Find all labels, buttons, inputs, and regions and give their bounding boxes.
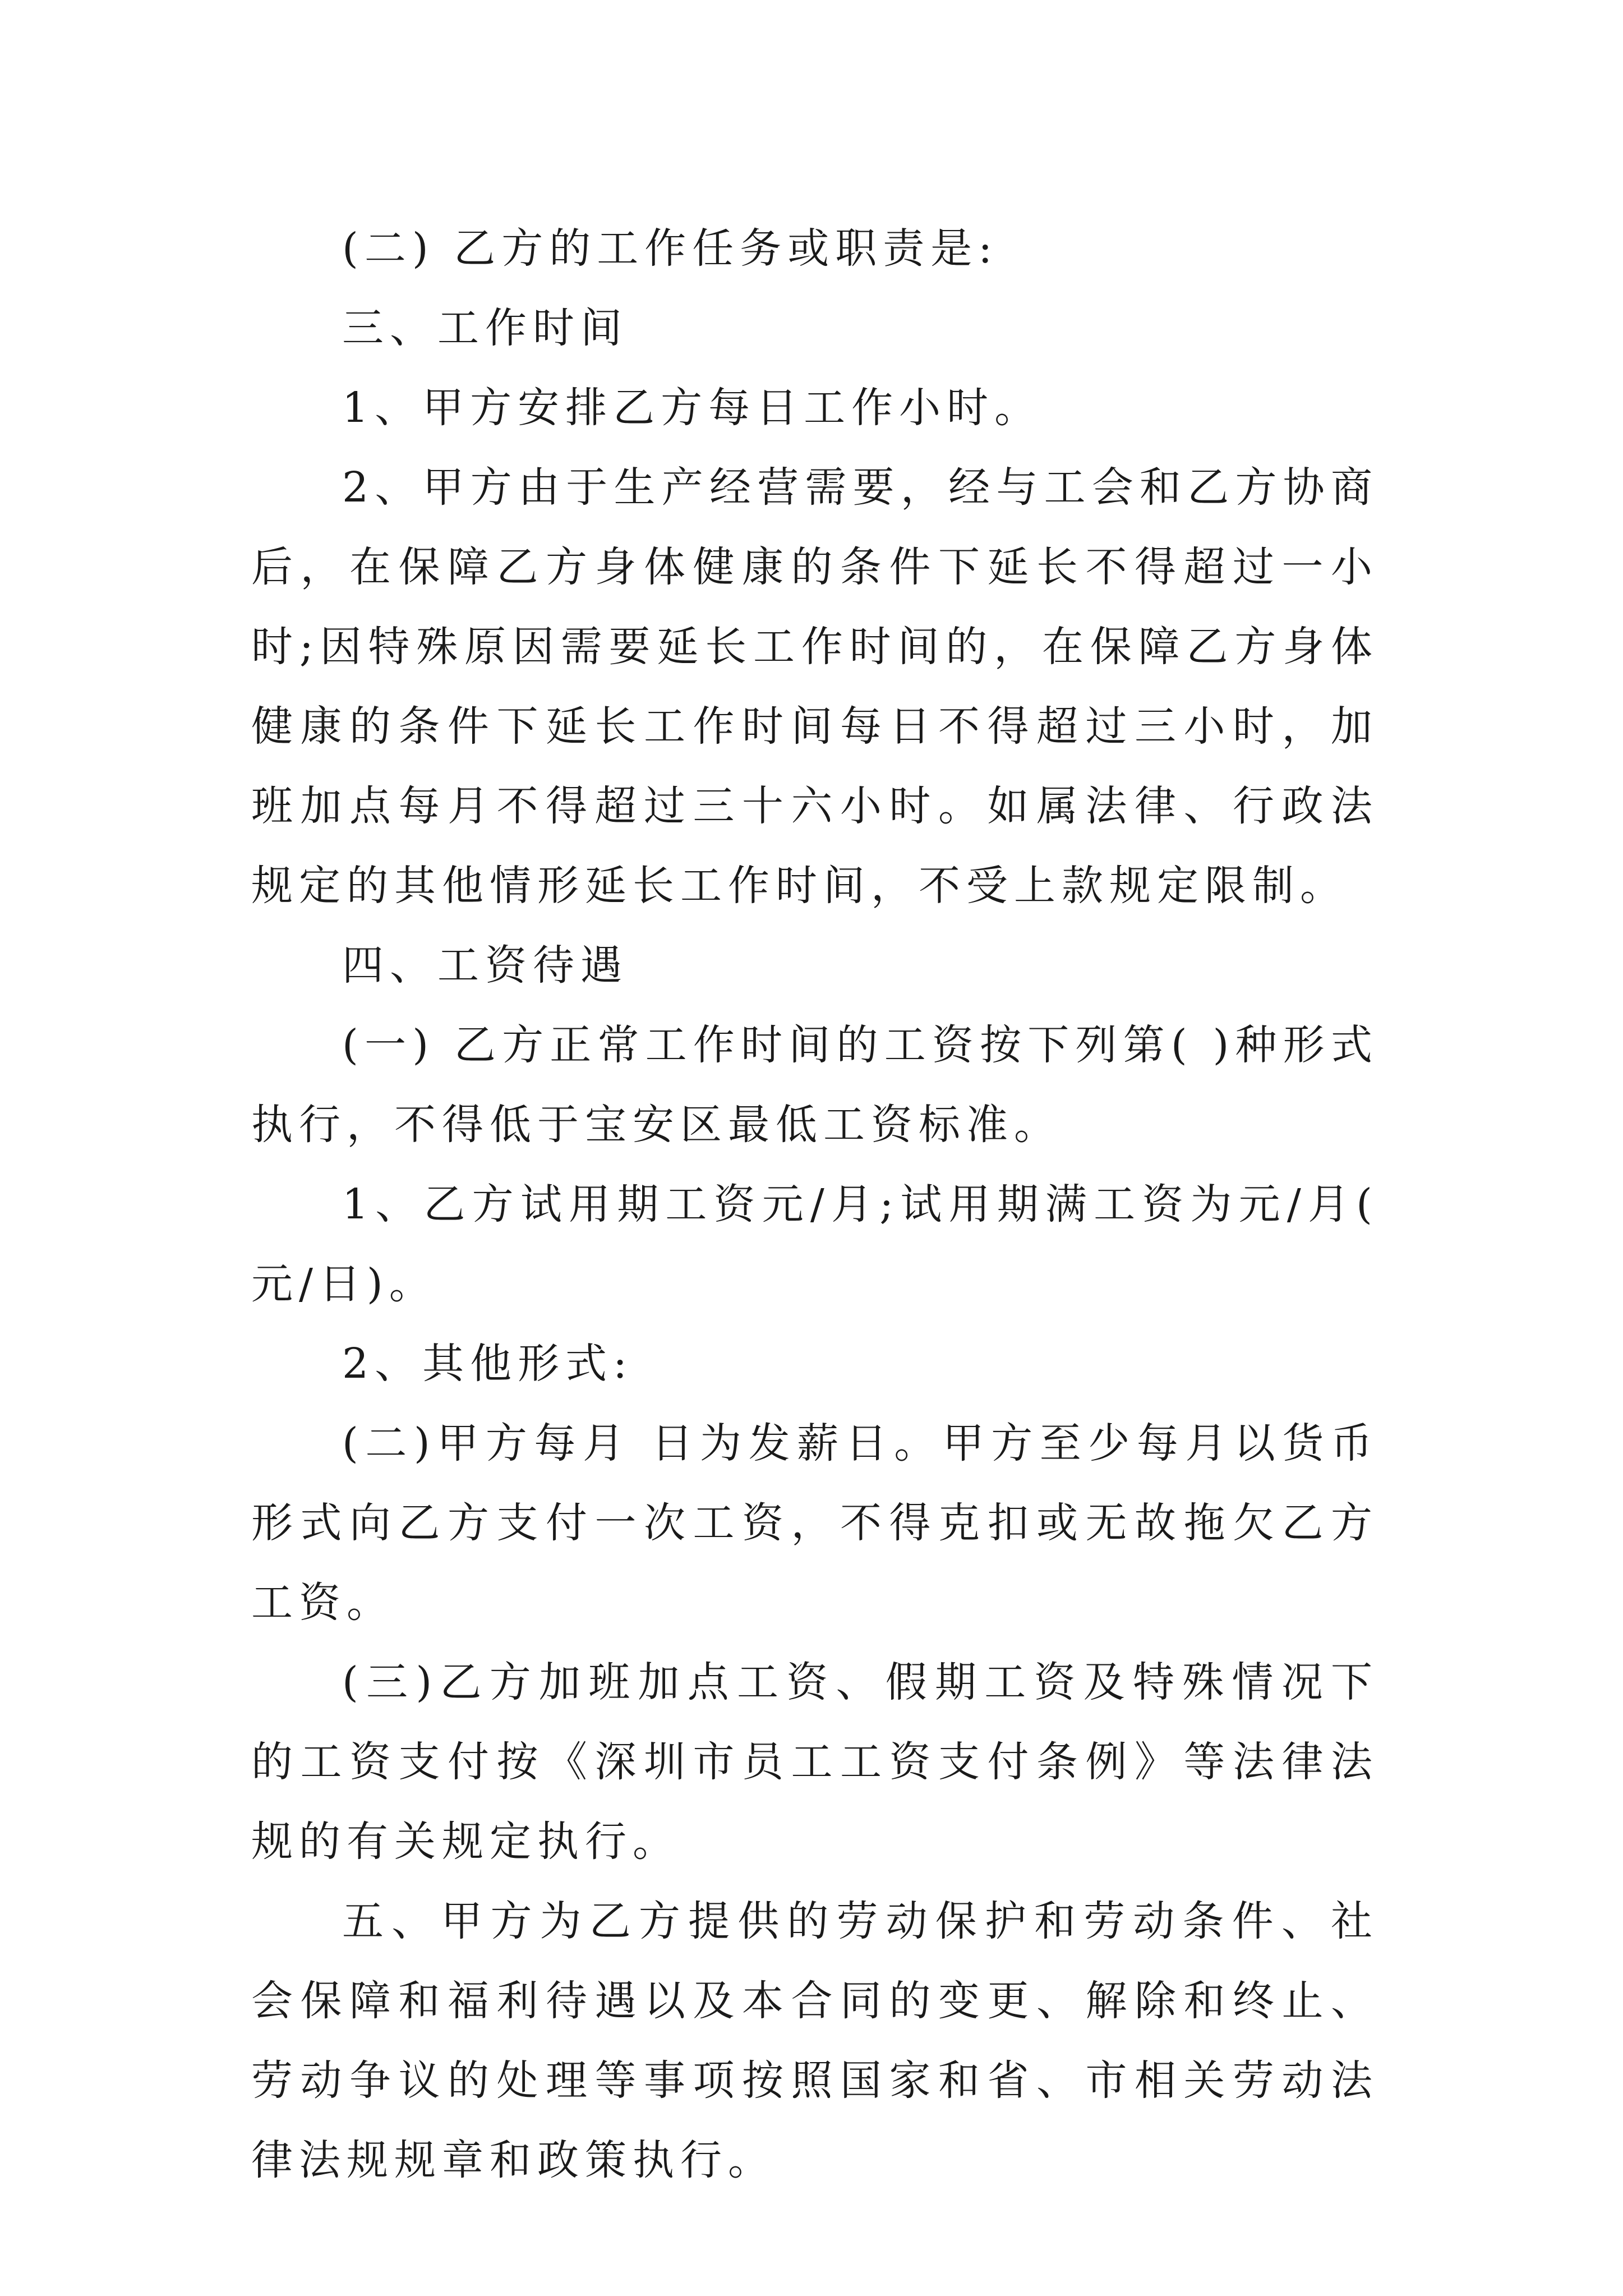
paragraph-payday: (二)甲方每月 日为发薪日。甲方至少每月以货币形式向乙方支付一次工资，不得克扣或无故拖欠乙方工资。 [251,1419,1378,1627]
paragraph-wage-form: (一) 乙方正常工作时间的工资按下列第( )种形式执行，不得低于宝安区最低工资标准。 [251,1021,1378,1149]
heading-wages: 四、工资待遇 [342,941,628,990]
paragraph-overtime-limits: 2、甲方由于生产经营需要，经与工会和乙方协商后，在保障乙方身体健康的条件下延长不得超过一小时;因特殊原因需要延长工作时间的，在保障乙方身体健康的条件下延长工作时间每日不得超过三小时，加班加点每月不得超过三十六小时。如属法律、行政法规定的其他情形延长工作时间，不受上款规定限制。 [251,463,1378,910]
paragraph-labor-protection: 五、甲方为乙方提供的劳动保护和劳动条件、社会保障和福利待遇以及本合同的变更、解除和终止、劳动争议的处理等事项按照国家和省、市相关劳动法律法规规章和政策执行。 [251,1897,1378,2184]
document-body [251,209,1378,2200]
paragraph-work-duties: (二) 乙方的工作任务或职责是: [342,224,999,273]
paragraph-other-forms: 2、其他形式: [342,1340,634,1388]
paragraph-probation-wage: 1、乙方试用期工资元/月;试用期满工资为元/月( 元/日)。 [251,1180,1378,1308]
heading-working-hours: 三、工作时间 [342,304,628,352]
paragraph-overtime-pay: (三)乙方加班加点工资、假期工资及特殊情况下的工资支付按《深圳市员工工资支付条例》等法律法规的有关规定执行。 [251,1658,1378,1866]
paragraph-daily-hours: 1、甲方安排乙方每日工作小时。 [342,384,1043,432]
